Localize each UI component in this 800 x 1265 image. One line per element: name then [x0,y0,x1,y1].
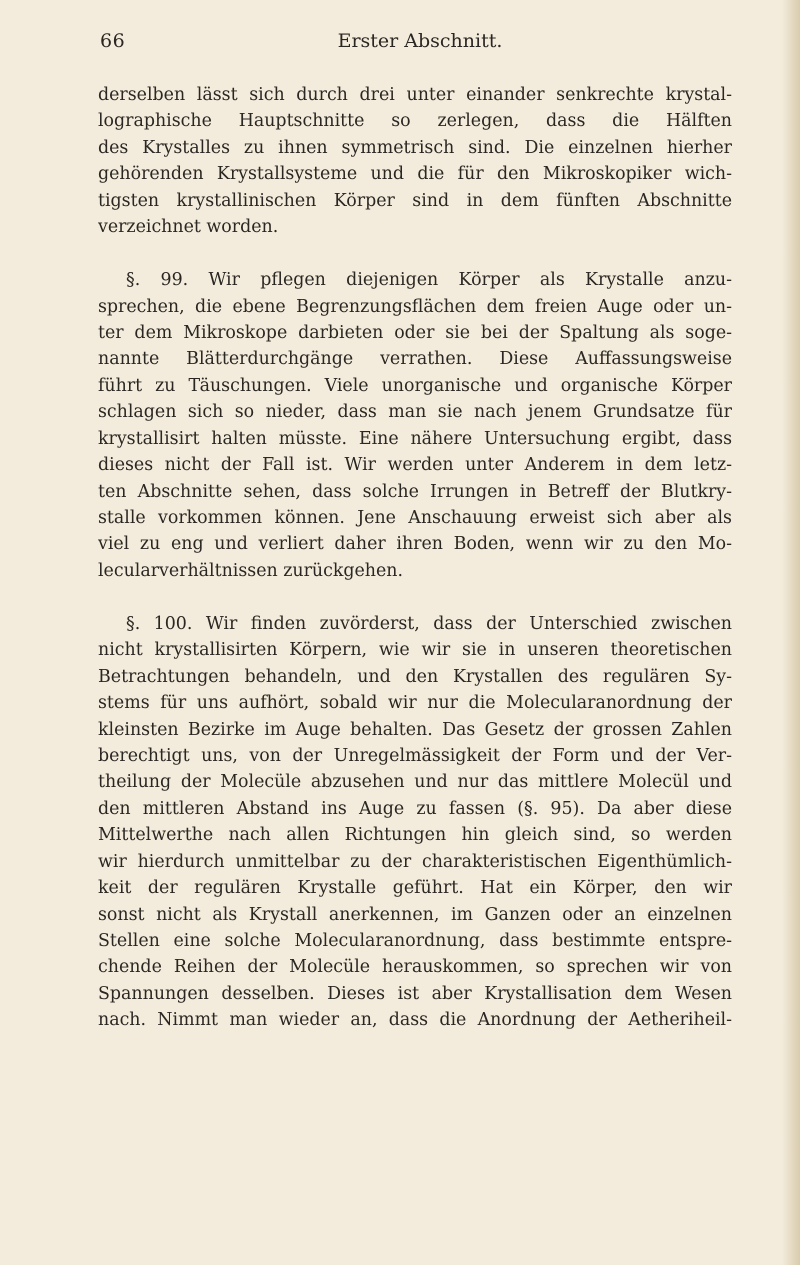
text-line: Spannungen desselben. Dieses ist aber Krystallisation dem Wesen [98,983,732,1004]
paragraph-1 [98,82,732,241]
text-line: Mittelwerthe nach allen Richtungen hin gleich sind, so werden [98,825,732,846]
paragraph-gap [98,241,732,267]
text-line: Betrachtungen behandeln, und den Krystallen des regulären Sy- [98,666,732,687]
running-head: Erster Abschnitt. [337,30,503,52]
paragraph-gap [98,584,732,610]
text-line: Stellen eine solche Molecularanordnung, dass bestimmte entspre- [98,931,732,951]
text-line: schlagen sich so nieder, dass man sie nach jenem Grundsatze für [98,402,732,423]
text-line: stems für uns aufhört, sobald wir nur die Molecularanordnung der [98,693,732,714]
text-line: keit der regulären Krystalle geführt. Hat ein Körper, den wir [98,878,732,899]
text-line: §. 100. Wir finden zuvörderst, dass der Unterschied zwischen [126,613,732,634]
text-line: chende Reihen der Molecüle herauskommen, so sprechen wir von [98,957,732,978]
text-line: viel zu eng und verliert daher ihren Boden, wenn wir zu den Mo- [98,534,732,555]
text-line: wir hierdurch unmittelbar zu der charakteristischen Eigenthümlich- [98,851,732,872]
text-line: sonst nicht als Krystall anerkennen, im Ganzen oder an einzelnen [98,904,732,925]
text-line: nicht krystallisirten Körpern, wie wir sie in unseren theoretischen [98,640,732,661]
text-line: verzeichnet worden. [98,217,279,238]
text-line: derselben lässt sich durch drei unter einander senkrechte krystal- [98,85,732,105]
text-line: tigsten krystallinischen Körper sind in dem fünften Abschnitte [98,190,732,211]
text-line: des Krystalles zu ihnen symmetrisch sind. Die einzelnen hierher [98,137,732,158]
text-line: berechtigt uns, von der Unregelmässigkeit der Form und der Ver- [98,745,732,766]
text-line: den mittleren Abstand ins Auge zu fassen (§. 95). Da aber diese [98,798,732,819]
text-line: dieses nicht der Fall ist. Wir werden unter Anderem in dem letz- [98,455,732,476]
text-line: nannte Blätterdurchgänge verrathen. Diese Auffassungsweise [98,349,732,370]
page-edge-shadow [782,0,800,1265]
page-header [40,24,760,64]
text-line: stalle vorkommen können. Jene Anschauung erweist sich aber als [98,508,732,528]
text-line: lographische Hauptschnitte so zerlegen, dass die Hälften [98,111,732,132]
text-line: ter dem Mikroskope darbieten oder sie bei der Spaltung als soge- [98,322,732,343]
text-line: kleinsten Bezirke im Auge behalten. Das Gesetz der grossen Zahlen [98,719,732,740]
text-line: führt zu Täuschungen. Viele unorganische und organische Körper [98,375,732,396]
text-line: theilung der Molecüle abzusehen und nur das mittlere Molecül und [98,772,732,793]
body-text [98,82,732,1034]
paragraph-3 [98,611,732,1034]
text-line: nach. Nimmt man wieder an, dass die Anordnung der Aetheriheil- [98,1010,732,1031]
paragraph-2 [98,267,732,584]
text-line: lecularverhältnissen zurückgehen. [98,560,404,581]
text-line: §. 99. Wir pflegen diejenigen Körper als Krystalle anzu- [126,270,732,291]
text-line: krystallisirt halten müsste. Eine nähere Untersuchung ergibt, dass [98,428,732,449]
text-line: sprechen, die ebene Begrenzungsflächen dem freien Auge oder un- [98,296,732,317]
page-number: 66 [100,30,126,52]
text-line: gehörenden Krystallsysteme und die für den Mikroskopiker wich- [98,164,732,185]
text-line: ten Abschnitte sehen, dass solche Irrungen in Betreff der Blutkry- [98,481,732,502]
